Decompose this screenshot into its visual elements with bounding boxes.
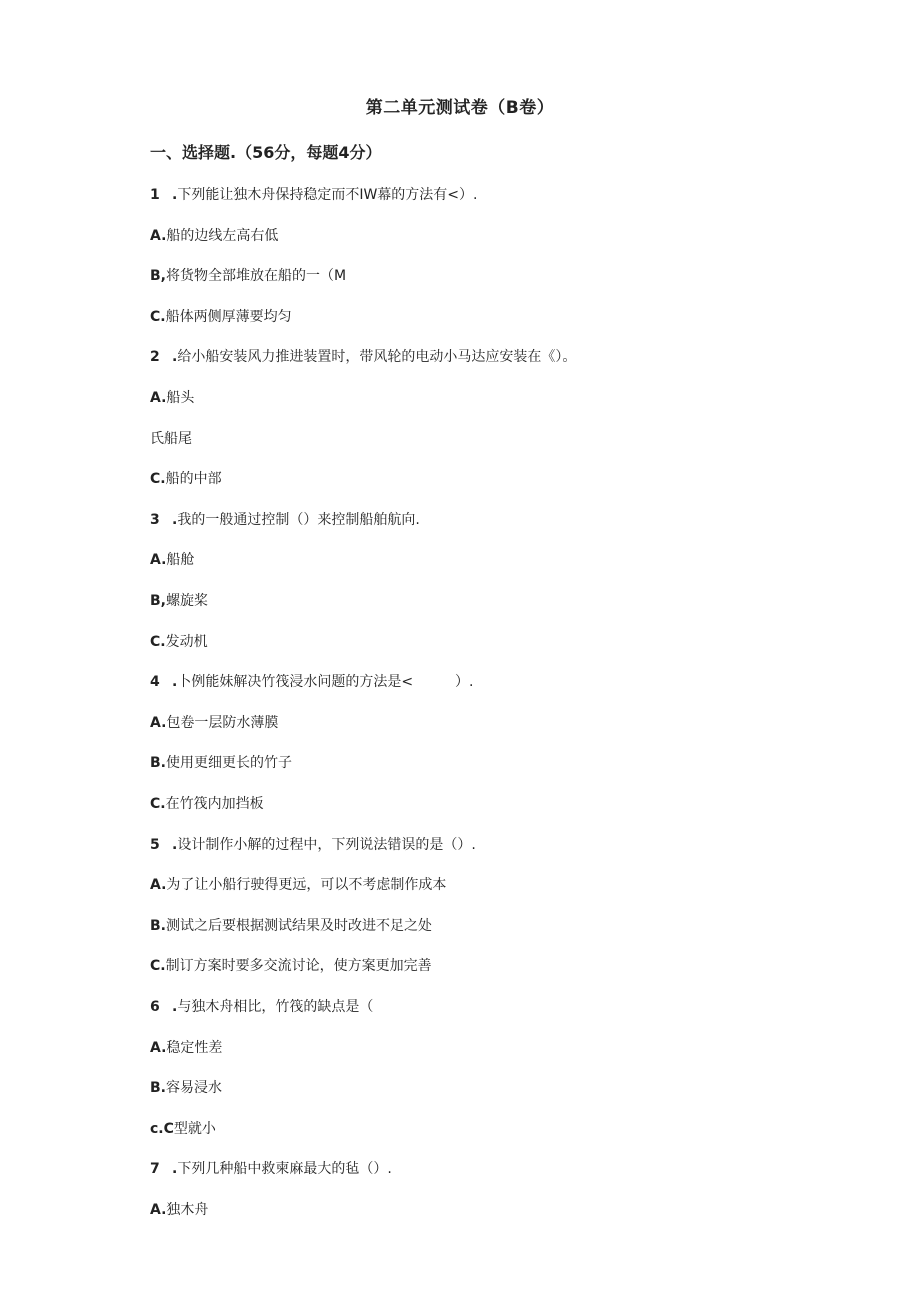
- option-text: 使用更细更长的竹子: [166, 755, 292, 771]
- question-item: [150, 1158, 392, 1180]
- option-text: 将货物全部堆放在船的一（M: [166, 268, 347, 284]
- option-item: [150, 712, 278, 734]
- option-item: [150, 1118, 216, 1140]
- option-text: 在竹筏内加挡板: [165, 796, 264, 812]
- question-text: 下列能让独木舟保持稳定而不IW幕的方法有<）.: [177, 187, 478, 203]
- option-label: C.: [150, 471, 166, 487]
- option-label: B.: [150, 918, 166, 934]
- option-text: 螺旋桨: [166, 593, 208, 609]
- option-item: [150, 874, 446, 896]
- option-item: [150, 468, 222, 490]
- option-label: c.C: [150, 1121, 174, 1137]
- question-text: 给小船安装风力推进装置时，带风轮的电动小马达应安装在《）。: [177, 349, 577, 365]
- option-text: 船体两侧厚薄要均匀: [165, 309, 292, 325]
- option-label: A.: [150, 1202, 167, 1218]
- option-text: 船的边线左高右低: [166, 228, 279, 244]
- option-label: C.: [150, 796, 166, 812]
- question-item: [150, 671, 474, 693]
- option-label: A.: [150, 715, 167, 731]
- question-text: 卜例能妹解决竹筏浸水问题的方法是< ）.: [177, 674, 474, 690]
- question-dot: .: [172, 837, 178, 853]
- option-label: C.: [150, 958, 166, 974]
- question-item: [150, 509, 420, 531]
- option-item: [150, 225, 278, 247]
- option-text: 船的中部: [165, 471, 222, 487]
- option-text: 船舱: [166, 552, 195, 568]
- question-item: [150, 996, 373, 1018]
- option-item: [150, 752, 292, 774]
- question-number: 3: [150, 512, 160, 528]
- question-text: 下列几种船中救柬麻最大的毡（）.: [177, 1161, 392, 1177]
- option-item: [150, 631, 208, 653]
- question-dot: .: [172, 512, 178, 528]
- question-number: 5: [150, 837, 160, 853]
- option-item: [150, 428, 192, 450]
- option-label: B.: [150, 755, 166, 771]
- page-title: 第二单元测试卷（B卷）: [365, 98, 555, 118]
- option-item: [150, 915, 432, 937]
- option-item: [150, 387, 194, 409]
- question-number: 6: [150, 999, 160, 1015]
- option-item: [150, 590, 208, 612]
- option-text: 包卷一层防水薄膜: [166, 715, 279, 731]
- option-item: [150, 265, 346, 287]
- option-text: 稳定性差: [166, 1040, 223, 1056]
- option-item: [150, 793, 264, 815]
- option-text: 为了让小船行驶得更远，可以不考虑制作成本: [166, 877, 447, 893]
- option-item: [150, 1077, 222, 1099]
- question-dot: .: [172, 674, 178, 690]
- option-text: 船头: [166, 390, 195, 406]
- question-dot: .: [172, 999, 178, 1015]
- option-item: [150, 1199, 208, 1221]
- option-label: A.: [150, 552, 167, 568]
- option-text: 容易浸水: [166, 1080, 222, 1096]
- option-item: [150, 306, 292, 328]
- question-item: [150, 834, 476, 856]
- question-item: [150, 184, 477, 206]
- question-item: [150, 346, 576, 368]
- section-heading: 一、选择题.（56分，每题4分）: [150, 143, 382, 162]
- option-label: B,: [150, 268, 166, 284]
- option-label: C.: [150, 309, 166, 325]
- option-label: B,: [150, 593, 166, 609]
- question-text: 我的一般通过控制（）来控制船舶航向.: [177, 512, 420, 528]
- option-label: A.: [150, 390, 167, 406]
- question-text: 设计制作小解的过程中，下列说法错误的是（）.: [177, 837, 476, 853]
- option-text: 测试之后要根据测试结果及时改进不足之处: [166, 918, 432, 934]
- option-label: A.: [150, 877, 167, 893]
- question-number: 4: [150, 674, 160, 690]
- question-dot: .: [172, 187, 178, 203]
- question-dot: .: [172, 1161, 178, 1177]
- option-text: 氏船尾: [150, 431, 192, 447]
- option-label: C.: [150, 634, 166, 650]
- question-number: 2: [150, 349, 160, 365]
- option-text: 制订方案时要多交流讨论，使方案更加完善: [165, 958, 432, 974]
- option-label: B.: [150, 1080, 166, 1096]
- question-dot: .: [172, 349, 178, 365]
- option-label: A.: [150, 228, 167, 244]
- option-item: [150, 549, 194, 571]
- question-number: 1: [150, 187, 160, 203]
- option-label: A.: [150, 1040, 167, 1056]
- option-item: [150, 955, 432, 977]
- question-number: 7: [150, 1161, 160, 1177]
- option-text: 型就小: [173, 1121, 216, 1137]
- option-text: 发动机: [165, 634, 208, 650]
- option-text: 独木舟: [166, 1202, 209, 1218]
- question-text: 与独木舟相比，竹筏的缺点是（: [177, 999, 374, 1015]
- option-item: [150, 1037, 222, 1059]
